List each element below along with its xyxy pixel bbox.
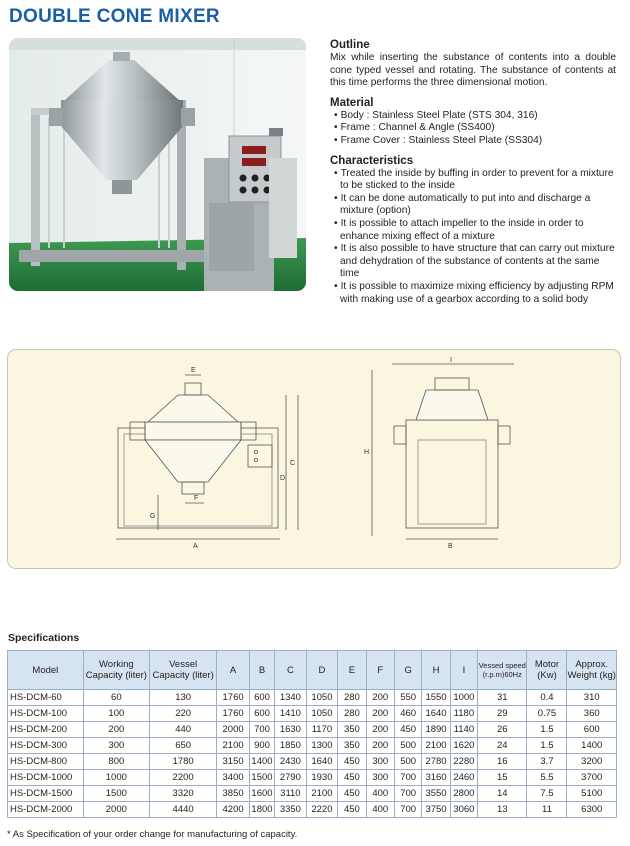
outline-heading: Outline [330,39,370,51]
table-cell: 3060 [450,802,477,818]
table-cell: 700 [394,786,421,802]
table-cell: 0.75 [527,706,567,722]
table-cell: 1640 [422,706,450,722]
specifications-table [7,650,617,818]
table-cell: 280 [338,706,366,722]
table-cell: 1340 [275,690,307,706]
table-cell: 100 [83,706,149,722]
table-cell: HS-DCM-100 [8,706,84,722]
table-cell: 1500 [83,786,149,802]
table-cell: 5100 [567,786,617,802]
table-cell: 700 [394,770,421,786]
table-cell: 1780 [149,754,216,770]
table-cell: 3550 [422,786,450,802]
label-g: G [150,513,156,520]
table-cell: 3150 [217,754,250,770]
table-cell: HS-DCM-60 [8,690,84,706]
table-row [8,690,617,706]
characteristics-item: • It is possible to attach impeller to the inside in order to enhance mixing effect of a mixture [330,218,616,243]
table-cell: 1300 [306,738,338,754]
table-cell: 200 [366,722,394,738]
table-row [8,770,617,786]
table-cell: 3200 [567,754,617,770]
label-c: C [290,460,296,467]
table-cell: 4200 [217,802,250,818]
label-f: F [194,495,199,502]
table-cell: 1760 [217,706,250,722]
table-cell: 16 [478,754,527,770]
table-cell: 300 [366,770,394,786]
table-body [8,690,617,818]
table-cell: 700 [249,722,274,738]
side-view [372,364,514,539]
table-cell: 450 [338,802,366,818]
table-cell: 1890 [422,722,450,738]
table-cell: 1180 [450,706,477,722]
material-item: • Frame : Channel & Angle (SS400) [330,122,616,135]
table-cell: 2220 [306,802,338,818]
table-cell: 1620 [450,738,477,754]
label-b: B [448,543,453,550]
table-cell: 0.4 [527,690,567,706]
table-cell: 1400 [249,754,274,770]
table-cell: 1.5 [527,722,567,738]
table-cell: 450 [338,786,366,802]
table-cell: 400 [366,786,394,802]
header-c: C [275,651,307,690]
front-view [116,375,298,539]
table-cell: 450 [338,754,366,770]
table-cell: 130 [149,690,216,706]
header-d: D [306,651,338,690]
table-cell: 300 [83,738,149,754]
table-cell: 550 [394,690,421,706]
material-heading: Material [330,96,374,109]
table-cell: 2800 [450,786,477,802]
table-cell: 1050 [306,706,338,722]
table-row [8,754,617,770]
material-item: • Body : Stainless Steel Plate (STS 304, 316) [330,110,616,123]
table-cell: 7.5 [527,786,567,802]
table-cell: 450 [338,770,366,786]
table-cell: 440 [149,722,216,738]
header-motor: Motor (Kw) [527,651,567,690]
characteristics-item: • It is also possible to have structure that can carry out mixture and dehydration of the substance of contents at the same time [330,243,616,281]
table-cell: 1600 [249,786,274,802]
table-cell: 2460 [450,770,477,786]
description-block [330,38,616,312]
table-cell: 460 [394,706,421,722]
table-cell: 220 [149,706,216,722]
table-cell: 450 [394,722,421,738]
label-i: I [450,357,452,364]
table-cell: 360 [567,706,617,722]
table-cell: 800 [83,754,149,770]
header-a: A [217,651,250,690]
table-cell: 200 [366,738,394,754]
table-cell: 350 [338,738,366,754]
table-row [8,706,617,722]
table-cell: 2430 [275,754,307,770]
table-cell: 5.5 [527,770,567,786]
table-cell: 500 [394,738,421,754]
table-cell: 1630 [275,722,307,738]
table-cell: 1640 [306,754,338,770]
table-cell: 3750 [422,802,450,818]
table-cell: 1400 [567,738,617,754]
table-cell: 600 [567,722,617,738]
table-cell: 1050 [306,690,338,706]
table-cell: 1000 [450,690,477,706]
table-cell: 1500 [249,770,274,786]
table-cell: 3400 [217,770,250,786]
table-cell: 2100 [306,786,338,802]
table-cell: 26 [478,722,527,738]
table-cell: 600 [249,706,274,722]
table-cell: 2790 [275,770,307,786]
specifications-heading: Specifications [8,632,80,644]
technical-drawing [7,349,621,569]
label-h: H [364,449,370,456]
table-cell: HS-DCM-800 [8,754,84,770]
table-cell: 900 [249,738,274,754]
table-cell: 2000 [217,722,250,738]
table-cell: 700 [394,802,421,818]
material-item: • Frame Cover : Stainless Steel Plate (SS304) [330,135,616,148]
table-cell: 350 [338,722,366,738]
table-cell: 1930 [306,770,338,786]
header-g: G [394,651,421,690]
label-a: A [193,543,198,550]
table-cell: HS-DCM-2000 [8,802,84,818]
header-f: F [366,651,394,690]
product-photo [9,38,306,291]
table-cell: 2280 [450,754,477,770]
table-cell: 1410 [275,706,307,722]
table-cell: 2200 [149,770,216,786]
table-cell: 29 [478,706,527,722]
label-d: D [280,475,286,482]
header-working-capacity: Working Capacity (liter) [83,651,149,690]
table-cell: 1000 [83,770,149,786]
outline-text: Mix while inserting the substance of contents into a double cone typed vessel and rotating. The substance of contents at this time performs the three dimensional motion. [330,52,616,89]
table-cell: 2100 [217,738,250,754]
table-row [8,738,617,754]
table-cell: 2000 [83,802,149,818]
table-cell: 1760 [217,690,250,706]
table-cell: 24 [478,738,527,754]
material-list [330,110,616,148]
table-cell: 600 [249,690,274,706]
table-row [8,786,617,802]
table-cell: 3350 [275,802,307,818]
label-e: E [191,367,196,374]
characteristics-item: • It is possible to maximize mixing efficiency by adjusting RPM with making use of a gearbox according to a solid body [330,281,616,306]
table-cell: 2100 [422,738,450,754]
footnote: * As Specification of your order change for manufacturing of capacity. [7,829,298,840]
table-cell: 200 [366,690,394,706]
table-cell: 1.5 [527,738,567,754]
header-weight: Approx. Weight (kg) [567,651,617,690]
table-cell: 3700 [567,770,617,786]
header-vessel-speed: Vessed speed (r.p.m)60Hz [478,651,527,690]
header-b: B [249,651,274,690]
table-cell: 3320 [149,786,216,802]
table-cell: 300 [366,754,394,770]
table-cell: 3850 [217,786,250,802]
table-cell: 13 [478,802,527,818]
table-cell: 1140 [450,722,477,738]
characteristics-item: • It can be done automatically to put into and discharge a mixture (option) [330,193,616,218]
table-row [8,802,617,818]
table-cell: 200 [366,706,394,722]
table-cell: HS-DCM-1000 [8,770,84,786]
table-cell: 6300 [567,802,617,818]
table-cell: 280 [338,690,366,706]
header-i: I [450,651,477,690]
header-model: Model [8,651,84,690]
table-cell: HS-DCM-300 [8,738,84,754]
characteristics-item: • Treated the inside by buffing in order to prevent for a mixture to be sticked to the inside [330,168,616,193]
table-cell: 1800 [249,802,274,818]
table-cell: 3110 [275,786,307,802]
table-cell: 1170 [306,722,338,738]
table-cell: 1850 [275,738,307,754]
table-cell: 3160 [422,770,450,786]
characteristics-heading: Characteristics [330,154,414,167]
table-cell: 15 [478,770,527,786]
header-e: E [338,651,366,690]
table-cell: 500 [394,754,421,770]
table-cell: 400 [366,802,394,818]
table-cell: 14 [478,786,527,802]
table-cell: 2780 [422,754,450,770]
table-cell: 310 [567,690,617,706]
table-cell: HS-DCM-1500 [8,786,84,802]
table-cell: 11 [527,802,567,818]
table-cell: 200 [83,722,149,738]
table-cell: 4440 [149,802,216,818]
header-vessel-capacity: Vessel Capacity (liter) [149,651,216,690]
characteristics-list [330,168,616,307]
table-cell: 60 [83,690,149,706]
page-title: DOUBLE CONE MIXER [9,6,220,27]
table-row [8,722,617,738]
table-cell: 650 [149,738,216,754]
table-cell: 1550 [422,690,450,706]
table-cell: 31 [478,690,527,706]
table-header-row [8,651,617,690]
table-cell: HS-DCM-200 [8,722,84,738]
header-h: H [422,651,450,690]
table-cell: 3.7 [527,754,567,770]
